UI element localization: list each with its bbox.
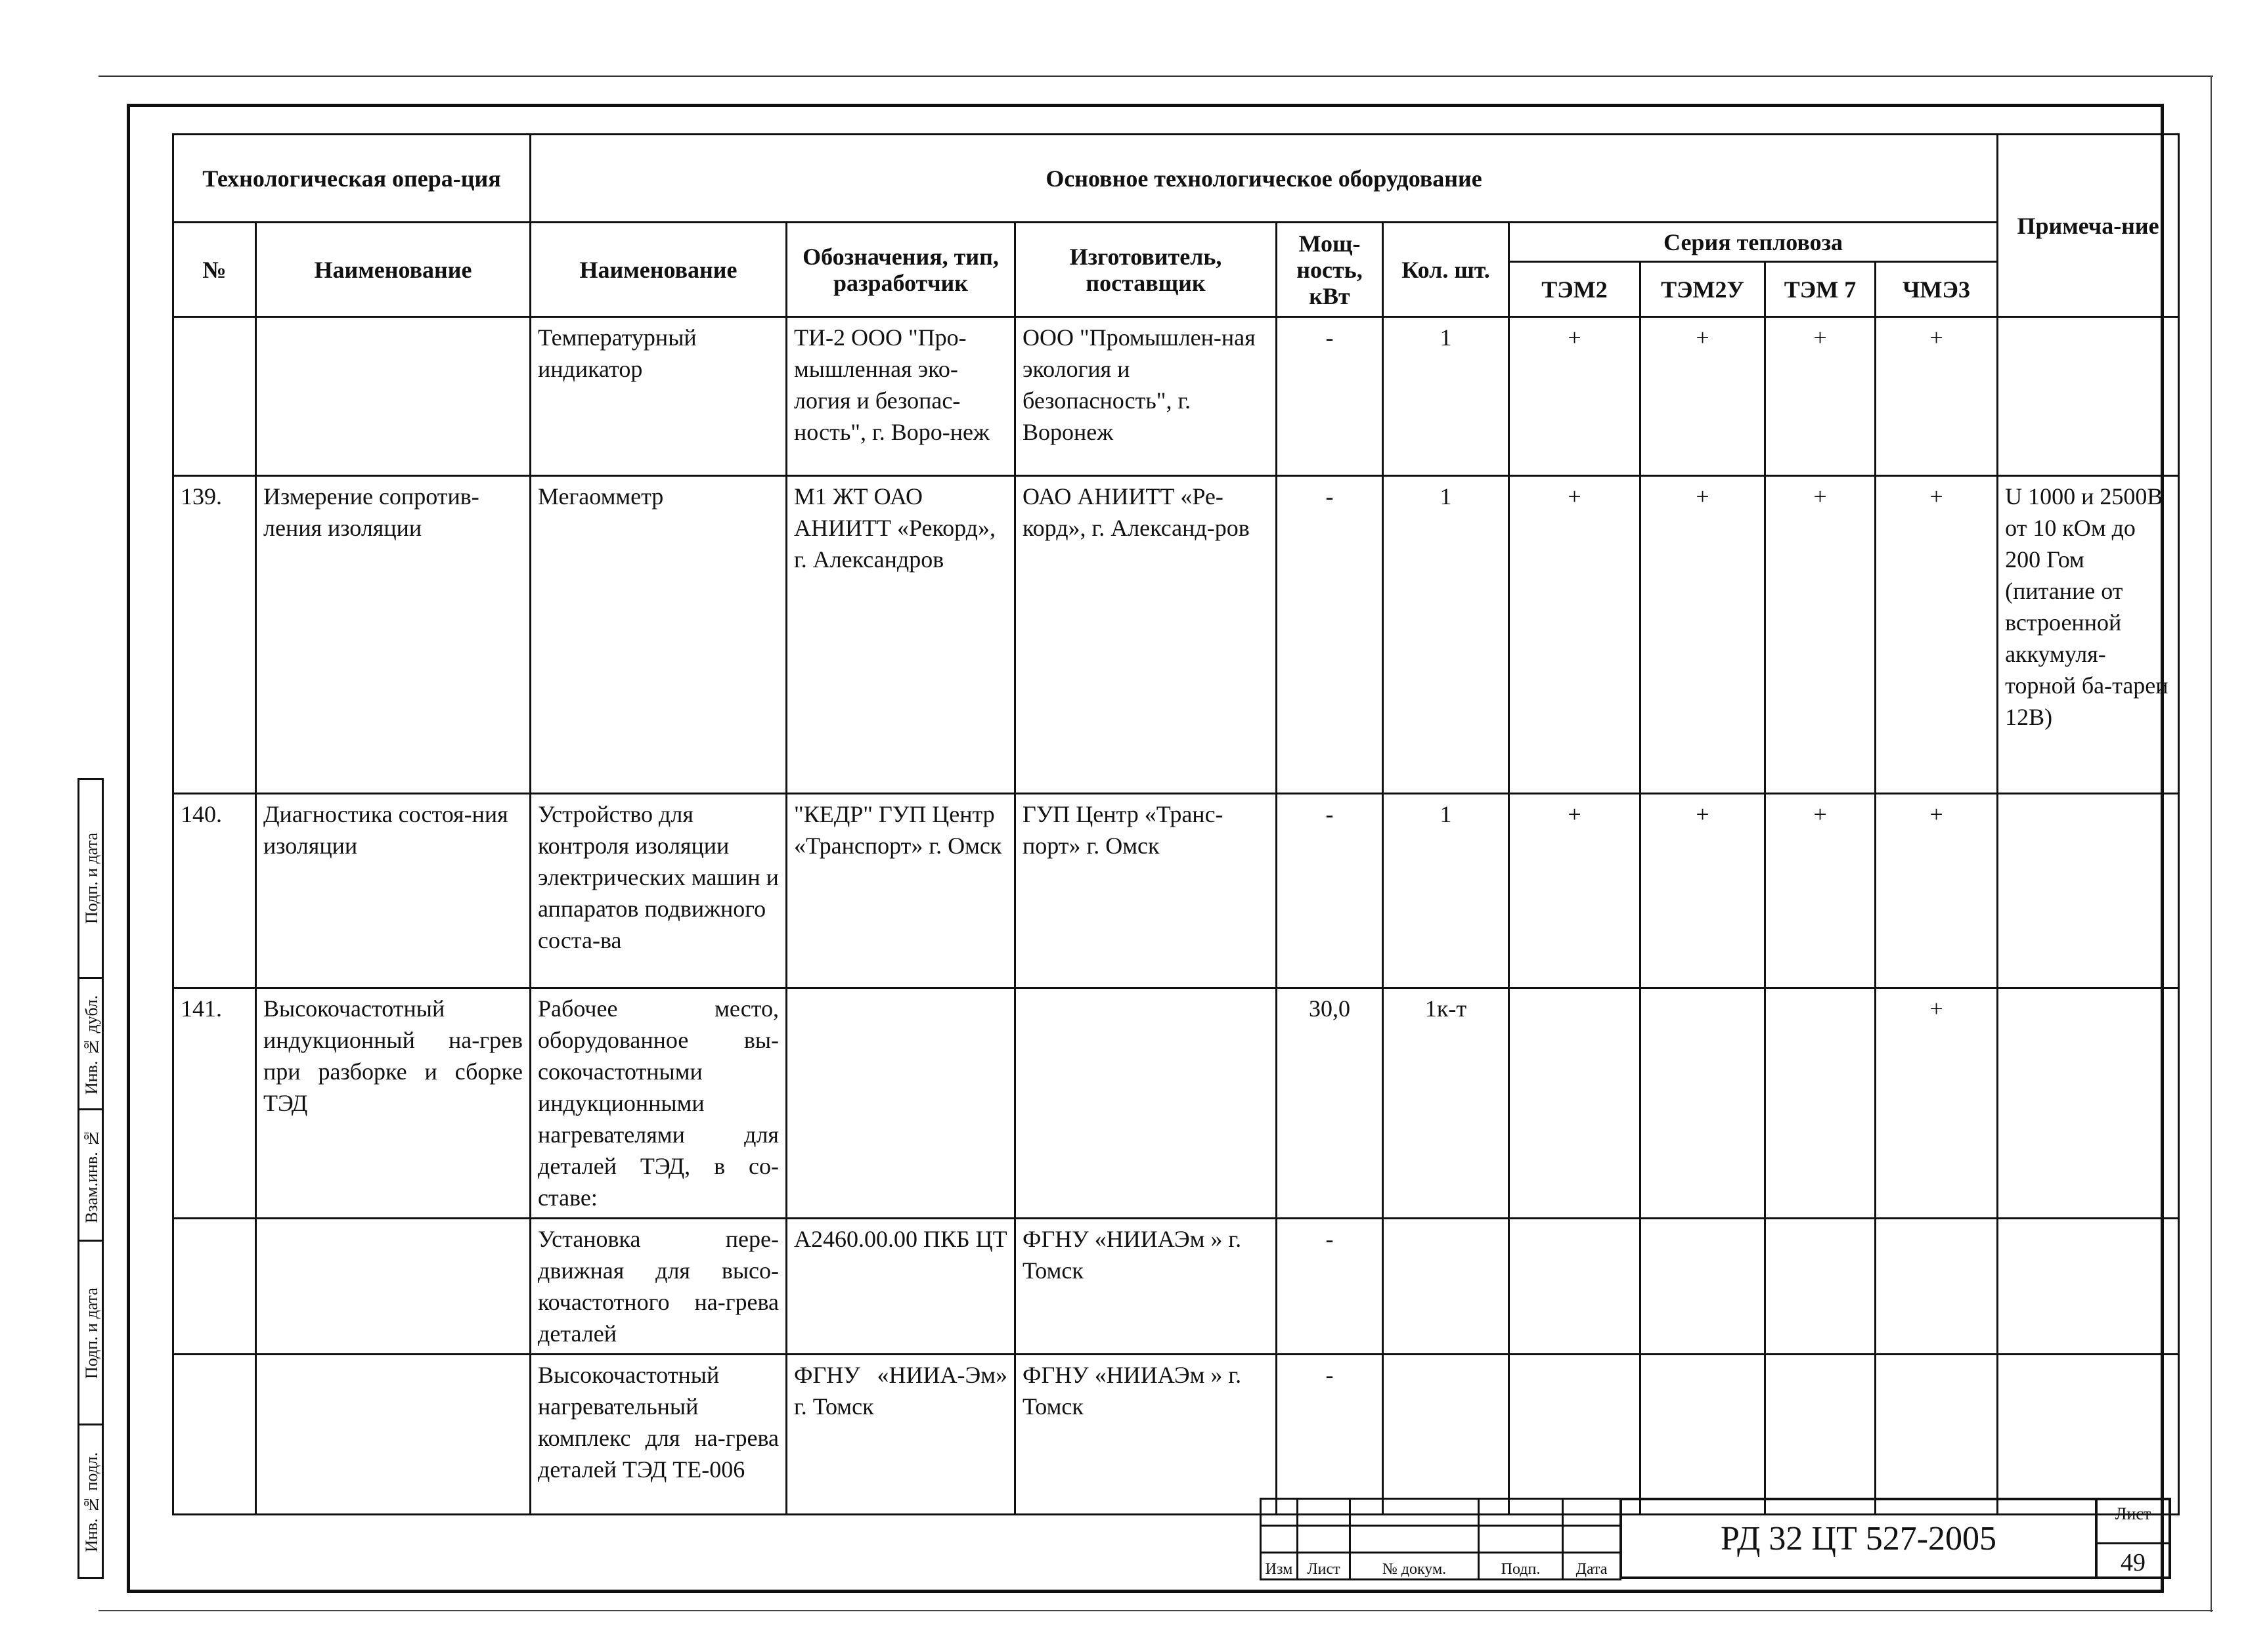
header-series: Серия тепловоза xyxy=(1509,223,1998,262)
cell-series: + xyxy=(1765,476,1876,794)
cell-num xyxy=(173,1355,256,1515)
cell-power: - xyxy=(1277,794,1383,988)
cell-op xyxy=(256,317,531,476)
cell-qty: 1 xyxy=(1383,794,1509,988)
cell-series xyxy=(1509,988,1640,1219)
cell-series: + xyxy=(1509,476,1640,794)
cell-name: Рабочее место, оборудованное вы-сокочастотными индукционными нагревателями для деталей ТЭД, в со-ставе: xyxy=(531,988,787,1219)
sheet-box xyxy=(2095,1498,2171,1579)
cell-note xyxy=(1998,317,2179,476)
table-row xyxy=(173,794,2179,988)
cell-num xyxy=(173,1219,256,1355)
equipment-table xyxy=(172,133,2180,1515)
header-op-name: Наименование xyxy=(256,223,531,317)
cell-series: + xyxy=(1876,988,1998,1219)
cell-designation: ТИ-2 ООО "Про-мышленная эко-логия и безопас-ность", г. Воро-неж xyxy=(787,317,1015,476)
cell-series: + xyxy=(1640,794,1765,988)
cell-num xyxy=(173,317,256,476)
cell-designation: А2460.00.00 ПКБ ЦТ xyxy=(787,1219,1015,1355)
stamp-col-label: Лист xyxy=(1298,1553,1350,1580)
cell-op xyxy=(256,1219,531,1355)
cell-manufacturer: ГУП Центр «Транс-порт» г. Омск xyxy=(1015,794,1277,988)
left-margin-stamp xyxy=(77,778,104,1579)
cell-series: + xyxy=(1640,476,1765,794)
cell-series xyxy=(1876,1355,1998,1515)
header-eq-name: Наименование xyxy=(531,223,787,317)
cell-name: Высокочастотный нагревательный комплекс для на-грева деталей ТЭД ТЕ-006 xyxy=(531,1355,787,1515)
cell-op: Высокочастотный индукционный на-грев при разборке и сборке ТЭД xyxy=(256,988,531,1219)
cell-op xyxy=(256,1355,531,1515)
cell-manufacturer: ФГНУ «НИИАЭм » г. Томск xyxy=(1015,1355,1277,1515)
table-row xyxy=(173,988,2179,1219)
cell-note xyxy=(1998,988,2179,1219)
table-row xyxy=(173,1219,2179,1355)
side-cell xyxy=(79,1424,102,1577)
header-series-col: ТЭМ2 xyxy=(1509,262,1640,317)
header-num: № xyxy=(173,223,256,317)
cell-qty xyxy=(1383,1355,1509,1515)
outer-right-line xyxy=(2211,76,2212,1612)
cell-op: Измерение сопротив-ления изоляции xyxy=(256,476,531,794)
header-qty: Кол. шт. xyxy=(1383,223,1509,317)
side-label: Взам.инв. № xyxy=(82,1128,101,1224)
cell-power: - xyxy=(1277,317,1383,476)
header-note: Примеча-ние xyxy=(1998,135,2179,317)
cell-power: - xyxy=(1277,1355,1383,1515)
cell-num: 139. xyxy=(173,476,256,794)
header-power: Мощ-ность, кВт xyxy=(1277,223,1383,317)
header-series-col: ЧМЭ3 xyxy=(1876,262,1998,317)
cell-power: 30,0 xyxy=(1277,988,1383,1219)
header-series-col: ТЭМ2У xyxy=(1640,262,1765,317)
header-manufacturer: Изготовитель, поставщик xyxy=(1015,223,1277,317)
table-row xyxy=(173,1355,2179,1515)
cell-designation: "КЕДР" ГУП Центр «Транспорт» г. Омск xyxy=(787,794,1015,988)
cell-series xyxy=(1765,1219,1876,1355)
cell-num: 140. xyxy=(173,794,256,988)
side-label: Подп. и дата xyxy=(82,1288,101,1380)
side-cell xyxy=(79,1240,102,1424)
cell-series: + xyxy=(1765,794,1876,988)
cell-op: Диагностика состоя-ния изоляции xyxy=(256,794,531,988)
stamp-col-label: № докум. xyxy=(1350,1553,1479,1580)
cell-series: + xyxy=(1876,476,1998,794)
outer-top-line xyxy=(99,76,2213,77)
cell-manufacturer: ООО "Промышлен-ная экология и безопасность", г. Воронеж xyxy=(1015,317,1277,476)
header-designation: Обозначения, тип, разработчик xyxy=(787,223,1015,317)
cell-series xyxy=(1509,1219,1640,1355)
sheet-number: 49 xyxy=(2098,1542,2168,1578)
stamp-col-label: Изм xyxy=(1261,1553,1298,1580)
header-main-equipment: Основное технологическое оборудование xyxy=(531,135,1998,223)
side-cell xyxy=(79,780,102,977)
header-tech-operation: Технологическая опера-ция xyxy=(173,135,531,223)
cell-power: - xyxy=(1277,476,1383,794)
cell-series: + xyxy=(1509,794,1640,988)
cell-name: Температурный индикатор xyxy=(531,317,787,476)
cell-qty: 1к-т xyxy=(1383,988,1509,1219)
cell-manufacturer: ОАО АНИИТТ «Ре-корд», г. Александ-ров xyxy=(1015,476,1277,794)
stamp-col-label: Подп. xyxy=(1479,1553,1563,1580)
cell-series xyxy=(1765,1355,1876,1515)
outer-bottom-line xyxy=(99,1610,2213,1611)
cell-designation: М1 ЖТ ОАО АНИИТТ «Рекорд», г. Александров xyxy=(787,476,1015,794)
cell-name: Установка пере-движная для высо-кочастотного на-грева деталей xyxy=(531,1219,787,1355)
cell-series xyxy=(1509,1355,1640,1515)
cell-series xyxy=(1765,988,1876,1219)
cell-series: + xyxy=(1640,317,1765,476)
side-cell xyxy=(79,1108,102,1240)
cell-qty: 1 xyxy=(1383,317,1509,476)
cell-series: + xyxy=(1876,317,1998,476)
side-cell xyxy=(79,977,102,1108)
title-block xyxy=(1260,1498,2174,1583)
cell-series: + xyxy=(1765,317,1876,476)
cell-manufacturer: ФГНУ «НИИАЭм » г. Томск xyxy=(1015,1219,1277,1355)
cell-series xyxy=(1640,988,1765,1219)
cell-series xyxy=(1640,1355,1765,1515)
cell-note xyxy=(1998,1355,2179,1515)
table-row xyxy=(173,476,2179,794)
sheet-label: Лист xyxy=(2115,1504,2151,1523)
side-label: Инв. № дубл. xyxy=(82,995,101,1095)
cell-note xyxy=(1998,794,2179,988)
revision-grid xyxy=(1260,1498,1621,1580)
cell-manufacturer xyxy=(1015,988,1277,1219)
cell-name: Устройство для контроля изоляции электрических машин и аппаратов подвижного соста-ва xyxy=(531,794,787,988)
cell-series xyxy=(1640,1219,1765,1355)
cell-designation xyxy=(787,988,1015,1219)
cell-qty xyxy=(1383,1219,1509,1355)
cell-note: U 1000 и 2500В от 10 кОм до 200 Гом (питание от встроенной аккумуля-торной ба-тареи 12В) xyxy=(1998,476,2179,794)
cell-series: + xyxy=(1509,317,1640,476)
side-label: Инв. № подл. xyxy=(82,1452,101,1553)
cell-note xyxy=(1998,1219,2179,1355)
cell-series xyxy=(1876,1219,1998,1355)
side-label: Подп. и дата xyxy=(82,833,101,924)
cell-power: - xyxy=(1277,1219,1383,1355)
cell-name: Мегаомметр xyxy=(531,476,787,794)
header-series-col: ТЭМ 7 xyxy=(1765,262,1876,317)
table-row xyxy=(173,317,2179,476)
cell-num: 141. xyxy=(173,988,256,1219)
cell-series: + xyxy=(1876,794,1998,988)
stamp-col-label: Дата xyxy=(1563,1553,1621,1580)
cell-designation: ФГНУ «НИИА-Эм» г. Томск xyxy=(787,1355,1015,1515)
document-number: РД 32 ЦТ 527-2005 xyxy=(1619,1498,2098,1579)
cell-qty: 1 xyxy=(1383,476,1509,794)
